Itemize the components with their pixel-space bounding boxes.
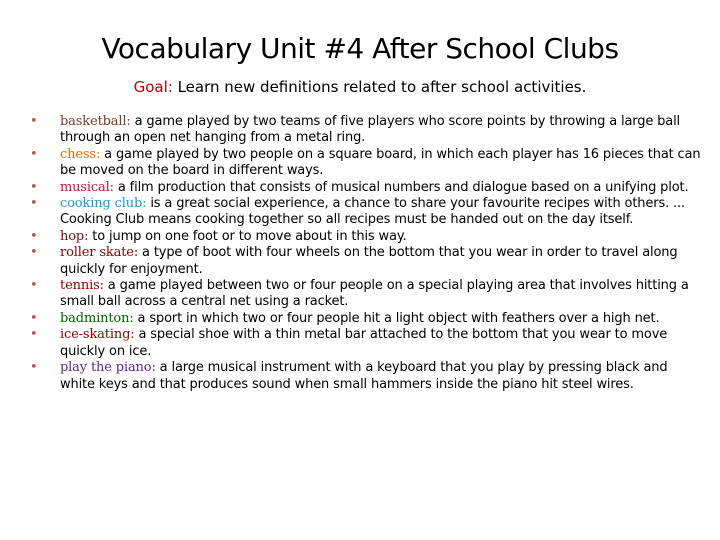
list-item <box>30 327 706 360</box>
vocab-definition: a game played between two or four people on a special playing area that involves hitting a small ball across a central net using a racket. <box>60 278 689 310</box>
bullet-icon: • <box>30 146 38 162</box>
vocab-term: musical: <box>60 179 114 195</box>
vocab-definition: a game played by two people on a square board, in which each player has 16 pieces that can be moved on the board in different ways. <box>60 146 701 179</box>
vocab-definition: a large musical instrument with a keyboard that you play by pressing black and white keys and that produces sound when small hammers inside the piano hit steel wires. <box>60 360 668 392</box>
vocab-definition: is a great social experience, a chance to share your favourite recipes with others. ... Cooking Club means cooking together so all recipes must be handed out on the day itself. <box>60 196 685 228</box>
vocab-definition: a film production that consists of musical numbers and dialogue based on a unifying plot. <box>113 179 689 195</box>
list-item <box>30 360 706 393</box>
vocab-term: tennis: <box>60 278 104 294</box>
list-item <box>30 245 706 278</box>
list-item <box>30 278 706 311</box>
vocab-term: badminton: <box>60 310 134 326</box>
vocabulary-list <box>30 114 706 393</box>
goal-statement <box>0 78 720 96</box>
list-item <box>30 180 706 196</box>
vocab-term: hop: <box>60 228 89 244</box>
list-item <box>30 114 706 147</box>
vocab-term: roller skate: <box>60 245 139 261</box>
page-title: Vocabulary Unit #4 After School Clubs <box>101 32 619 65</box>
bullet-icon: • <box>30 278 38 294</box>
vocab-definition: to jump on one foot or to move about in this way. <box>88 228 407 244</box>
goal-label: Goal: <box>133 78 173 96</box>
bullet-icon: • <box>30 179 38 195</box>
vocab-term: play the piano: <box>60 360 156 376</box>
bullet-icon: • <box>30 245 38 261</box>
bullet-icon: • <box>30 114 38 129</box>
vocab-term: ice-skating: <box>60 327 135 343</box>
bullet-icon: • <box>30 228 38 244</box>
vocab-definition: a special shoe with a thin metal bar attached to the bottom that you wear to move quickly on ice. <box>60 327 668 359</box>
bullet-icon: • <box>30 327 38 343</box>
goal-text: Learn new definitions related to after school activities. <box>172 78 587 96</box>
bullet-icon: • <box>30 196 38 212</box>
bullet-icon: • <box>30 360 38 376</box>
vocab-term: cooking club: <box>60 196 147 212</box>
vocab-definition: a game played by two teams of five players who score points by throwing a large ball through an open net hanging from a metal ring. <box>60 114 681 146</box>
list-item <box>30 196 706 229</box>
vocab-term: chess: <box>60 146 101 162</box>
list-item <box>30 229 706 245</box>
vocab-definition: a type of boot with four wheels on the bottom that you wear in order to travel along quickly for enjoyment. <box>60 245 678 277</box>
vocab-term: basketball: <box>60 114 131 129</box>
bullet-icon: • <box>30 310 38 326</box>
list-item <box>30 311 706 327</box>
list-item <box>30 147 706 180</box>
vocab-definition: a sport in which two or four people hit a light object with feathers over a high net. <box>133 310 660 326</box>
